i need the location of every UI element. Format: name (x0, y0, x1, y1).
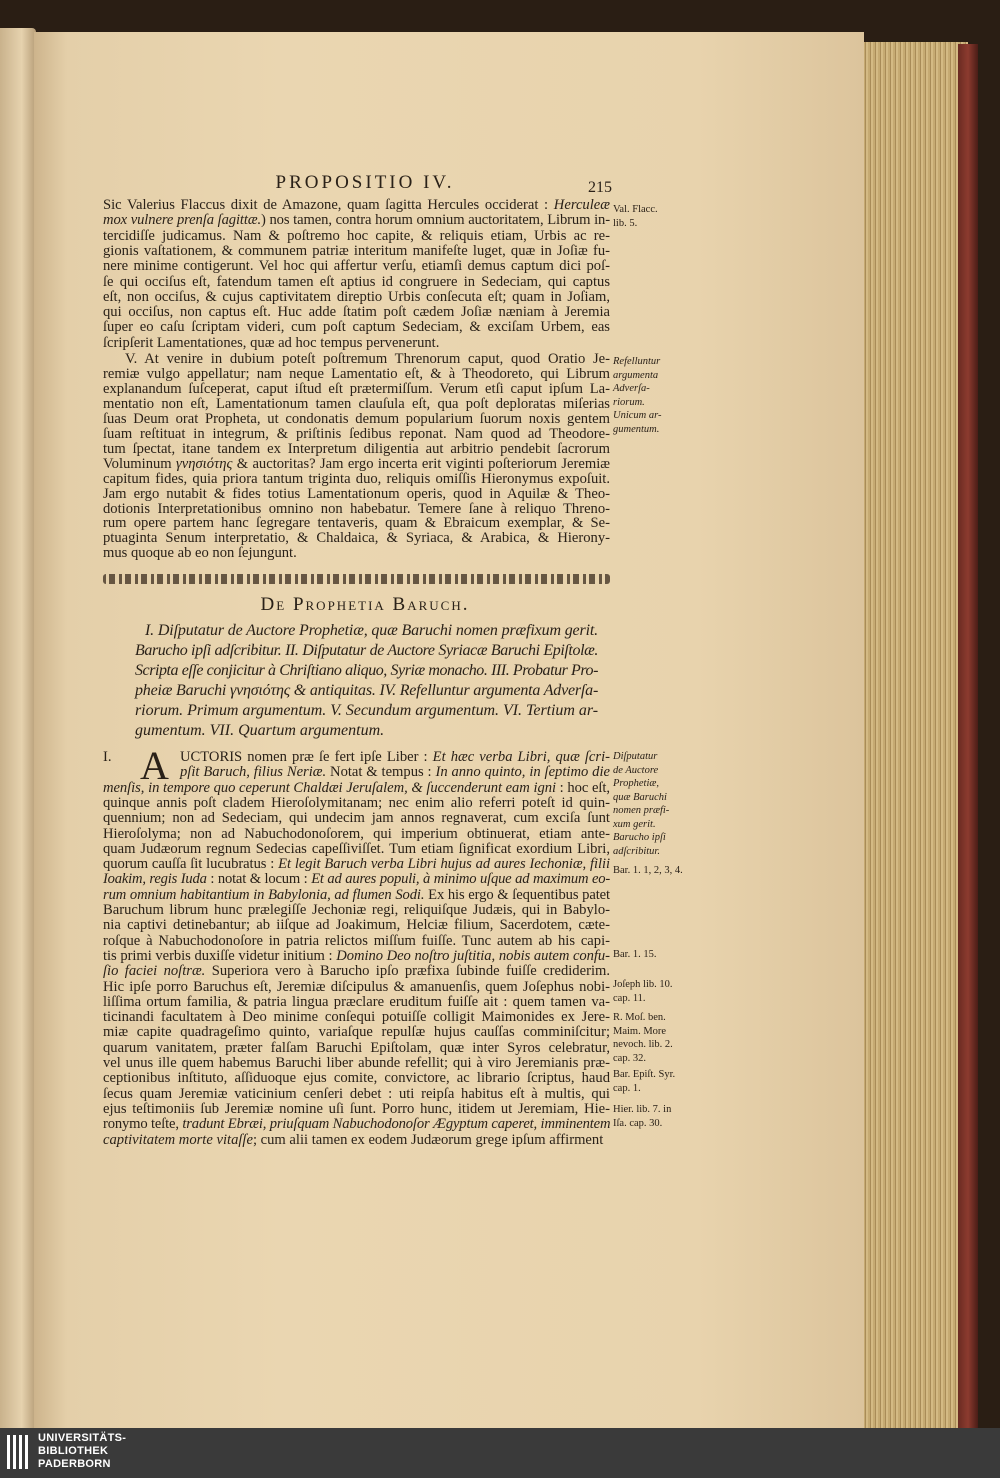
italic-text: mox vulnere prenſa ſagittæ. (103, 212, 262, 229)
text-line (103, 367, 610, 382)
margin-note (613, 1103, 671, 1130)
margin-note-line: nomen præfi- (613, 805, 670, 816)
roman-text: nia captivi detinebantur; ab iiſque ad Joakimum, Helciæ filium, Sacerdotem, cæte- (103, 917, 610, 934)
roman-text: ſuam reſtituat in integrum, & priſtinis ſedibus reponat. Nam quod ad Theodore- (103, 425, 610, 442)
text-line (103, 397, 610, 412)
roman-text: Sic Valerius Flaccus dixit de Amazone, quam ſagitta Hercules occiderat : (103, 197, 554, 213)
margin-note-line: Hier. lib. 7. in (613, 1104, 672, 1115)
roman-text: & auctoritas? Jam ergo incerta erit viginti poſteriorum Jeremiæ (232, 455, 610, 472)
text-line (103, 457, 610, 472)
roman-text: ; cum alii tamen ex eodem Judæorum grege ipſum affirment (252, 1131, 604, 1148)
text-line (103, 244, 610, 259)
margin-note-line: Bar. 1. 1, 2, 3, 4. (613, 865, 683, 876)
running-title: PROPOSITIO IV. (275, 172, 455, 193)
margin-note-line: cap. 11. (613, 992, 646, 1004)
margin-note-line: Prophetiæ, (613, 778, 659, 789)
text-line (103, 811, 610, 826)
text-line (103, 796, 610, 811)
text-line (103, 964, 610, 979)
margin-note (613, 1068, 675, 1095)
text-line (103, 1102, 610, 1117)
roman-text: dotionis Interpretationibus omnino non habebatur. Temere ſane à reliquo Threno- (103, 500, 610, 517)
roman-text: Notat & tempus : (326, 764, 436, 781)
page-number: 215 (588, 179, 612, 196)
text-line (180, 765, 610, 780)
roman-text: ſuper eo caſu ſcriptam videri, cum poſt captum Sedeciam, & exciſam Urbem, eas (103, 319, 610, 336)
margin-note-line: quæ Baruchi (613, 791, 667, 803)
ornamental-divider (103, 574, 610, 584)
margin-note (613, 864, 683, 878)
margin-note-line: nevoch. lib. 2. (613, 1039, 673, 1050)
margin-note (613, 355, 662, 436)
margin-note (613, 978, 673, 1005)
roman-text: remiæ vulgo appellatur; nam neque Lamentatio eſt, & à Theodoreto, qui Librum (103, 365, 610, 382)
margin-note-line: Val. Flacc. (613, 204, 658, 215)
summary-line: riorum. Primum argumentum. V. Secundum argumentum. VI. Tertium ar- (135, 702, 598, 719)
text-line (103, 427, 610, 442)
italic-text: tradunt Ebræi, priuſquam Nabuchodonoſor Ægyptum caperet, imminentem (182, 1116, 611, 1133)
text-line (103, 781, 610, 796)
text-line (103, 546, 610, 561)
italic-text: ſio faciei noſtræ. (103, 963, 206, 980)
margin-note-line: Bar. Epiſt. Syr. (613, 1069, 676, 1080)
margin-note-line: Diſputatur (613, 751, 658, 762)
text-line (103, 229, 610, 244)
text-line (103, 290, 610, 305)
italic-text: γνησιότης (176, 455, 233, 472)
margin-note-line: xum gerit. (613, 818, 656, 830)
text-line (103, 749, 610, 765)
text-line (103, 320, 610, 335)
italic-text: pſit Baruch, filius Neriæ. (180, 764, 327, 781)
roman-text: gionis vaſtationem, & communem patriæ interitum manifeſte luget, quæ in Joſiæ fu- (103, 242, 610, 259)
text-line (103, 382, 610, 397)
text-line (103, 903, 610, 918)
text-line (103, 531, 610, 546)
drop-cap: A (140, 743, 169, 788)
summary-line: I. Diſputatur de Auctore Prophetiæ, quæ Baruchi nomen præfixum gerit. (145, 622, 599, 639)
margin-note-line: adſcribitur. (613, 845, 660, 857)
text-line (103, 857, 610, 872)
text-line (103, 487, 610, 502)
roman-text: qui occiſus, non captus eſt. Huc adde ſtatim poſt cædem Joſiæ næniam à Jeremia (103, 304, 610, 321)
roman-text: rum opere partem hanc ſegregare tentaveris, quam & Ebraicum exemplar, & Se- (103, 515, 610, 532)
roman-text: : hoc eſt, (555, 779, 610, 796)
italic-text: Herculeæ (553, 197, 610, 213)
text-line (103, 827, 610, 842)
summary-line: Barucho ipſi adſcribitur. II. Diſputatur de Auctore Syriacæ Baruchi Epiſtolæ. (135, 642, 598, 659)
roman-text: mus quoque ab eo non ſejungunt. (103, 545, 297, 562)
text-line (103, 995, 610, 1010)
roman-text: tercidiſſe judicamus. Nam & poſtremo hoc capite, & reliquis etiam, Urbis ac re- (103, 227, 610, 244)
text-line (103, 1025, 610, 1040)
margin-note-line: cap. 1. (613, 1082, 641, 1094)
text-line (103, 198, 610, 213)
footer-bar (0, 1428, 1000, 1478)
text-line (103, 442, 610, 457)
margin-note-line: argumenta (613, 369, 659, 381)
roman-text: Hic ipſe porro Baruchus eſt, Jeremiæ diſcipulus & amanuenſis, quem Joſephus nobi- (103, 978, 610, 995)
text-line (103, 842, 610, 857)
roman-text: Hieroſolyma; non ad Nabuchodonoſorem, qui imperium obtinuerat, etiam ante- (103, 825, 610, 842)
roman-text: Superiora vero à Barucho ipſo præfixa ſubinde fuiſſe crediderim. (205, 963, 610, 980)
library-logo-icon (6, 1433, 32, 1471)
margin-note (613, 203, 658, 230)
roman-text: ptuaginta Senum interpretatio, & Chaldaica, & Syriaca, & Arabica, & Hierony- (103, 530, 610, 547)
italic-text: rum omnium habitantium in Babylonia, ad flumen Sodi. (103, 886, 425, 903)
roman-text: ſecus quam Jeremiæ vaticinium cenſeri debet : uti reipſa habitus eſt à multis, qui (103, 1085, 610, 1102)
italic-text: Domino Deo noſtro juſtitia, nobis autem confu- (336, 947, 610, 964)
roman-text: liſſima ortum familia, & patria lingua præclare eruditum fuiſſe ait : quem tamen va- (103, 993, 610, 1010)
book-cover-edge (958, 44, 978, 1428)
roman-text: I. (103, 749, 112, 765)
margin-note-line: Unicum ar- (613, 410, 662, 421)
roman-text: Jam ergo nutabit & fides totius Lamentationum operis, quod in Aquilæ & Theo- (103, 485, 610, 502)
roman-text: ejus teſtimoniis ſub Jeremiæ nomine uſi ſunt. Porro hunc, itidem ut Jeremiam, Hie- (103, 1100, 610, 1117)
text-line (103, 336, 610, 351)
text-line (103, 934, 610, 949)
roman-text: miæ capite quadrageſimo quinto, variaſque repulſæ hujus cauſſas comminiſcitur; (103, 1024, 610, 1041)
text-line (103, 1071, 610, 1086)
text-line (103, 502, 610, 517)
margin-note-line: Refelluntur (613, 356, 661, 367)
roman-text: nere minime contigerunt. Vel hoc qui affertur verſu, etiamſi demus captum dici poſ- (103, 258, 610, 275)
summary-line: pheiæ Baruchi γνησιότης & antiquitas. IV. Refelluntur argumenta Adverſa- (135, 682, 599, 699)
italic-text: captivitatem morte vitaſſe (103, 1131, 253, 1148)
text-line (103, 1041, 610, 1056)
margin-note-line: Adverſa- (613, 383, 650, 394)
library-logo-text (38, 1432, 126, 1471)
text-line (103, 516, 610, 531)
margin-note (613, 1011, 673, 1065)
roman-text: quennium; non ad Sedeciam, qui undecim jam annos regnaverat, cum exciſa ſunt (103, 810, 610, 827)
margin-note-line: lib. 5. (613, 217, 638, 229)
roman-text: quam Judæorum regnum Sedecias capeſſiviſſet. Tum etiam ſignificat exordium Libri, (103, 840, 610, 857)
margin-note-line: Maim. More (613, 1025, 667, 1037)
roman-text: explanandum ſuſceperat, caput iſtud eſt prætermiſſum. Verum etſi caput ipſum La- (103, 380, 610, 397)
text-line (103, 472, 610, 487)
summary-line: gumentum. VII. Quartum argumentum. (135, 722, 385, 739)
roman-text: tis primi verbis duxiſſe videtur initium : (103, 947, 337, 964)
logo-line: UNIVERSITÄTS- (38, 1432, 127, 1444)
margin-note-line: Bar. 1. 15. (613, 949, 657, 960)
text-line (103, 305, 610, 320)
italic-text: Et hæc verba Libri, quæ ſcri- (432, 749, 610, 765)
margin-note-line: Joſeph lib. 10. (613, 979, 673, 990)
roman-text: roſque à Nabuchodonoſore in patria relictos miſſum fuiſſe. Tunc autem ab his capi- (103, 932, 610, 949)
margin-note-line: R. Moſ. ben. (613, 1012, 666, 1023)
roman-text: Ex his ergo & ſequentibus patet (424, 886, 610, 903)
margin-note-line: de Auctore (613, 764, 659, 776)
roman-text: ſcripſerit Lamentationes, quæ ad hoc tempus pervenerunt. (103, 334, 440, 351)
page-block-edges (858, 42, 968, 1428)
text-line (103, 980, 610, 995)
text-line (103, 918, 610, 933)
margin-note-line: riorum. (613, 396, 645, 408)
italic-text: Et ad aures populi, à minimo uſque ad maximum eo- (311, 871, 610, 888)
text-line (103, 259, 610, 274)
text-line (103, 872, 610, 887)
text-line (103, 1010, 610, 1025)
margin-note-line: Barucho ipſi (613, 832, 666, 843)
roman-text: ſe qui occiſus eſt, fatendum tamen eſt aptius id congruere in Sedeciam, qui captus (103, 273, 610, 290)
text-line (103, 1087, 610, 1102)
summary-line: Scripta eſſe conjicitur à Chriſtiano aliquo, Syriæ monacho. III. Probatur Pro- (135, 662, 598, 679)
roman-text: : notat & locum : (206, 871, 312, 888)
italic-text: Ioakim, regis Iuda (103, 871, 207, 888)
roman-text: V. At venire in dubium poteſt poſtremum Threnorum caput, quod Oratio Je- (125, 351, 610, 367)
text-line (103, 1133, 610, 1148)
roman-text: capitum fides, quia priora tantum triginta duo, reliquis omiſſis Hieronymus expoſuit. (103, 470, 610, 487)
margin-note (613, 948, 656, 962)
text-line (103, 352, 610, 367)
text-line (103, 888, 610, 903)
roman-text: Voluminum (103, 455, 176, 472)
section-title: De Prophetia Baruch. (260, 594, 470, 615)
logo-line: PADERBORN (38, 1458, 111, 1470)
text-line (103, 213, 610, 228)
roman-text: Baruchum librum hunc prælegiſſe Jechoniæ regi, reliquiſque Judæis, qui in Babylo- (103, 902, 610, 918)
logo-line: BIBLIOTHEK (38, 1445, 109, 1457)
roman-text: quorum cauſſa ſit lucubratus : (103, 856, 279, 873)
text-line (103, 412, 610, 427)
roman-text: tum ſpectat, itane tandem ex Interpretum diligentia aut arbitrio pendebit ſacrorum (103, 440, 610, 457)
italic-text: Et legit Baruch verba Libri hujus ad aures Iechoniæ, filii (278, 856, 610, 873)
text-line (103, 949, 610, 964)
roman-text: ) nos tamen, contra horum omnium auctoritatem, Librum in- (261, 212, 610, 229)
roman-text: mentatio non eſt, Lamentationum tamen clauſula eſt, qua poſt deploratas miſerias (103, 395, 610, 412)
roman-text: quinque annis poſt cladem Hieroſolymitanam; nec enim alio referri poteſt id quin- (103, 794, 610, 811)
roman-text: ticinandi facultatem à Deo minime conſequi potuiſſe colligit Maimonides ex Jere- (103, 1009, 610, 1026)
roman-text: ronymo teſte, (103, 1116, 183, 1133)
roman-text: eſt, non occiſus, & cujus captivitatem direptio Urbis conſecuta eſt; quam in Joſiam, (103, 288, 610, 305)
roman-text: ceptionibus inſtituto, aſſiduoque ejus comite, convictore, ac librario ſcriptus, haud (103, 1070, 610, 1087)
text-line (103, 1117, 610, 1132)
left-page-edge (0, 28, 36, 1428)
margin-note-line: Iſa. cap. 30. (613, 1117, 663, 1129)
roman-text: vel unus ille quem habemus Baruchi liber abunde refellit; qui à viro Jeremianis præ- (103, 1055, 610, 1071)
italic-text: menſis, in tempore quo ceperunt Chaldæi Jeruſalem, & ſuccenderunt eam igni (103, 779, 556, 796)
roman-text: ſuas Deum orat Propheta, ut condonatis demum popularium ſuorum noxis gentem (103, 410, 610, 427)
roman-text: UCTORIS nomen præ ſe fert ipſe Liber : (180, 749, 433, 765)
text-line (103, 1056, 610, 1071)
italic-text: In anno quinto, in ſeptimo die (435, 764, 610, 781)
margin-note (613, 750, 669, 858)
roman-text: quarum vanitatem, præter falſam Baruchi Epiſtolam, quæ inter Syros celebratur, (103, 1039, 610, 1056)
margin-note-line: gumentum. (613, 423, 660, 435)
margin-note-line: cap. 32. (613, 1052, 646, 1064)
text-line (103, 275, 610, 290)
